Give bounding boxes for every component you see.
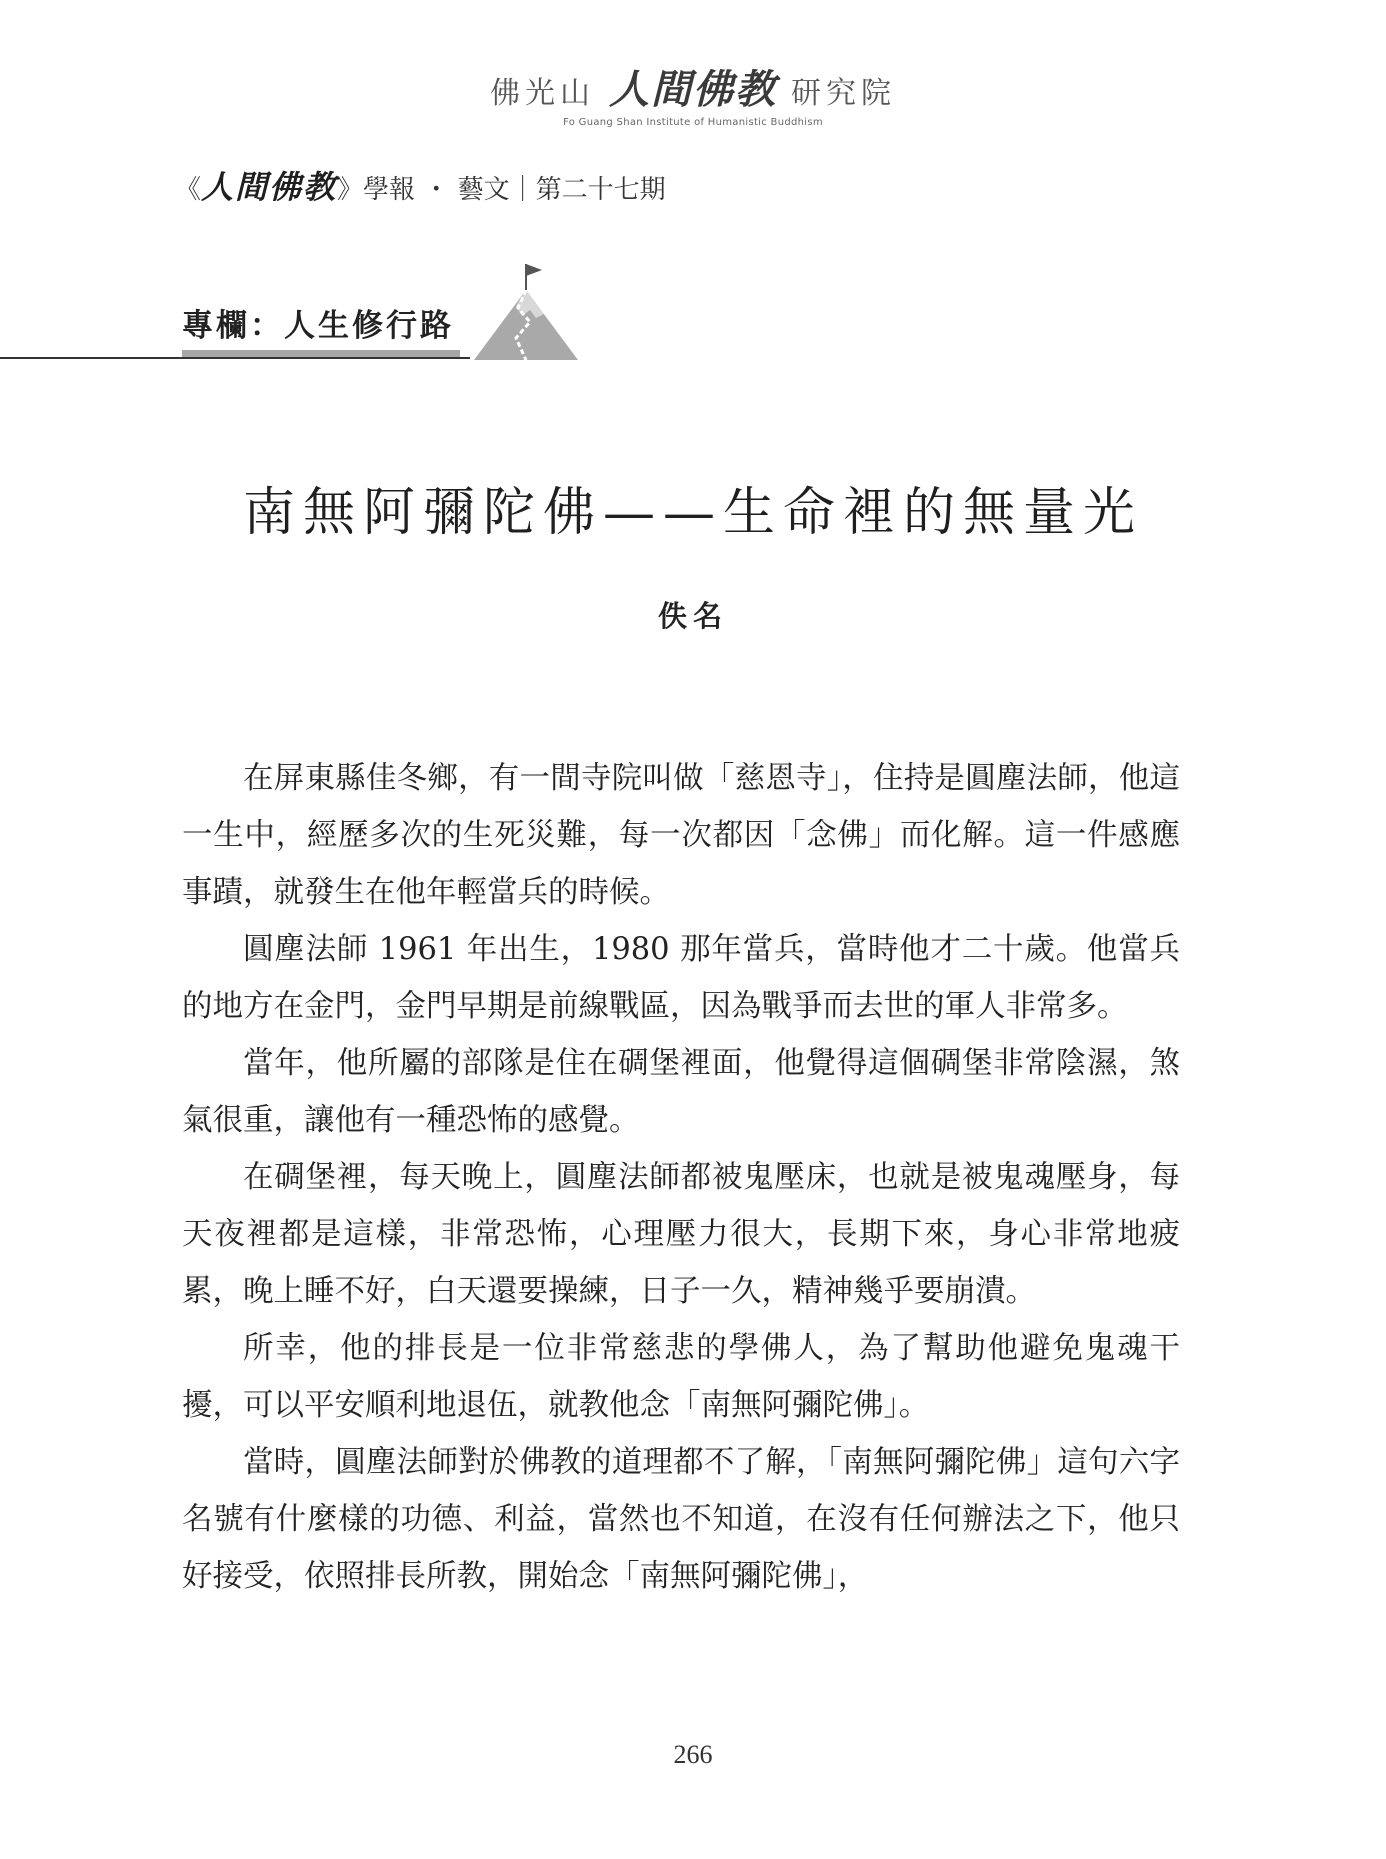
column-banner xyxy=(0,260,620,370)
mountain-flag-icon xyxy=(470,260,582,362)
paragraph: 所幸，他的排長是一位非常慈悲的學佛人，為了幫助他避免鬼魂干擾，可以平安順利地退伍，就教他念「南無阿彌陀佛」。 xyxy=(182,1331,1180,1423)
institute-name xyxy=(490,58,896,115)
institute-english-name: Fo Guang Shan Institute of Humanistic Buddhism xyxy=(563,117,823,128)
journal-logo: 人間佛教 xyxy=(201,168,338,206)
journal-issue: 學報 ・ 藝文｜第二十七期 xyxy=(363,175,666,205)
institute-header xyxy=(0,58,1386,128)
column-title: 專欄：人生修行路 xyxy=(182,308,454,344)
paragraph: 當時，圓塵法師對於佛教的道理都不了解，「南無阿彌陀佛」這句六字名號有什麼樣的功德、利益，當然也不知道，在沒有任何辦法之下，他只好接受，依照排長所教，開始念「南無阿彌陀佛」， xyxy=(182,1445,1180,1594)
paragraph: 當年，他所屬的部隊是住在碉堡裡面，他覺得這個碉堡非常陰濕，煞氣很重，讓他有一種恐怖的感覺。 xyxy=(182,1046,1180,1138)
paragraph: 在屏東縣佳冬鄉，有一間寺院叫做「慈恩寺」，住持是圓塵法師，他這一生中，經歷多次的生死災難，每一次都因「念佛」而化解。這一件感應事蹟，就發生在他年輕當兵的時候。 xyxy=(182,761,1180,910)
paragraph: 在碉堡裡，每天晚上，圓塵法師都被鬼壓床，也就是被鬼魂壓身，每天夜裡都是這樣，非常恐怖，心理壓力很大，長期下來，身心非常地疲累，晚上睡不好，白天還要操練，日子一久，精神幾乎要崩潰。 xyxy=(182,1160,1180,1309)
institute-name-left: 佛光山 xyxy=(490,76,595,111)
journal-bracket-close: 》 xyxy=(337,175,364,205)
article-body xyxy=(182,750,1180,1605)
column-underline xyxy=(182,350,460,357)
institute-name-right: 研究院 xyxy=(791,76,896,111)
column-rule xyxy=(0,357,470,359)
article-title: 南無阿彌陀佛——生命裡的無量光 xyxy=(242,483,1143,543)
journal-header xyxy=(175,162,666,208)
article-author: 佚名 xyxy=(657,599,728,633)
institute-logo: 人間佛教 xyxy=(609,66,777,113)
paragraph: 圓塵法師 1961 年出生，1980 那年當兵，當時他才二十歲。他當兵的地方在金門，金門早期是前線戰區，因為戰爭而去世的軍人非常多。 xyxy=(182,932,1180,1024)
page-number: 266 xyxy=(673,1740,713,1769)
journal-bracket-open: 《 xyxy=(175,175,202,205)
